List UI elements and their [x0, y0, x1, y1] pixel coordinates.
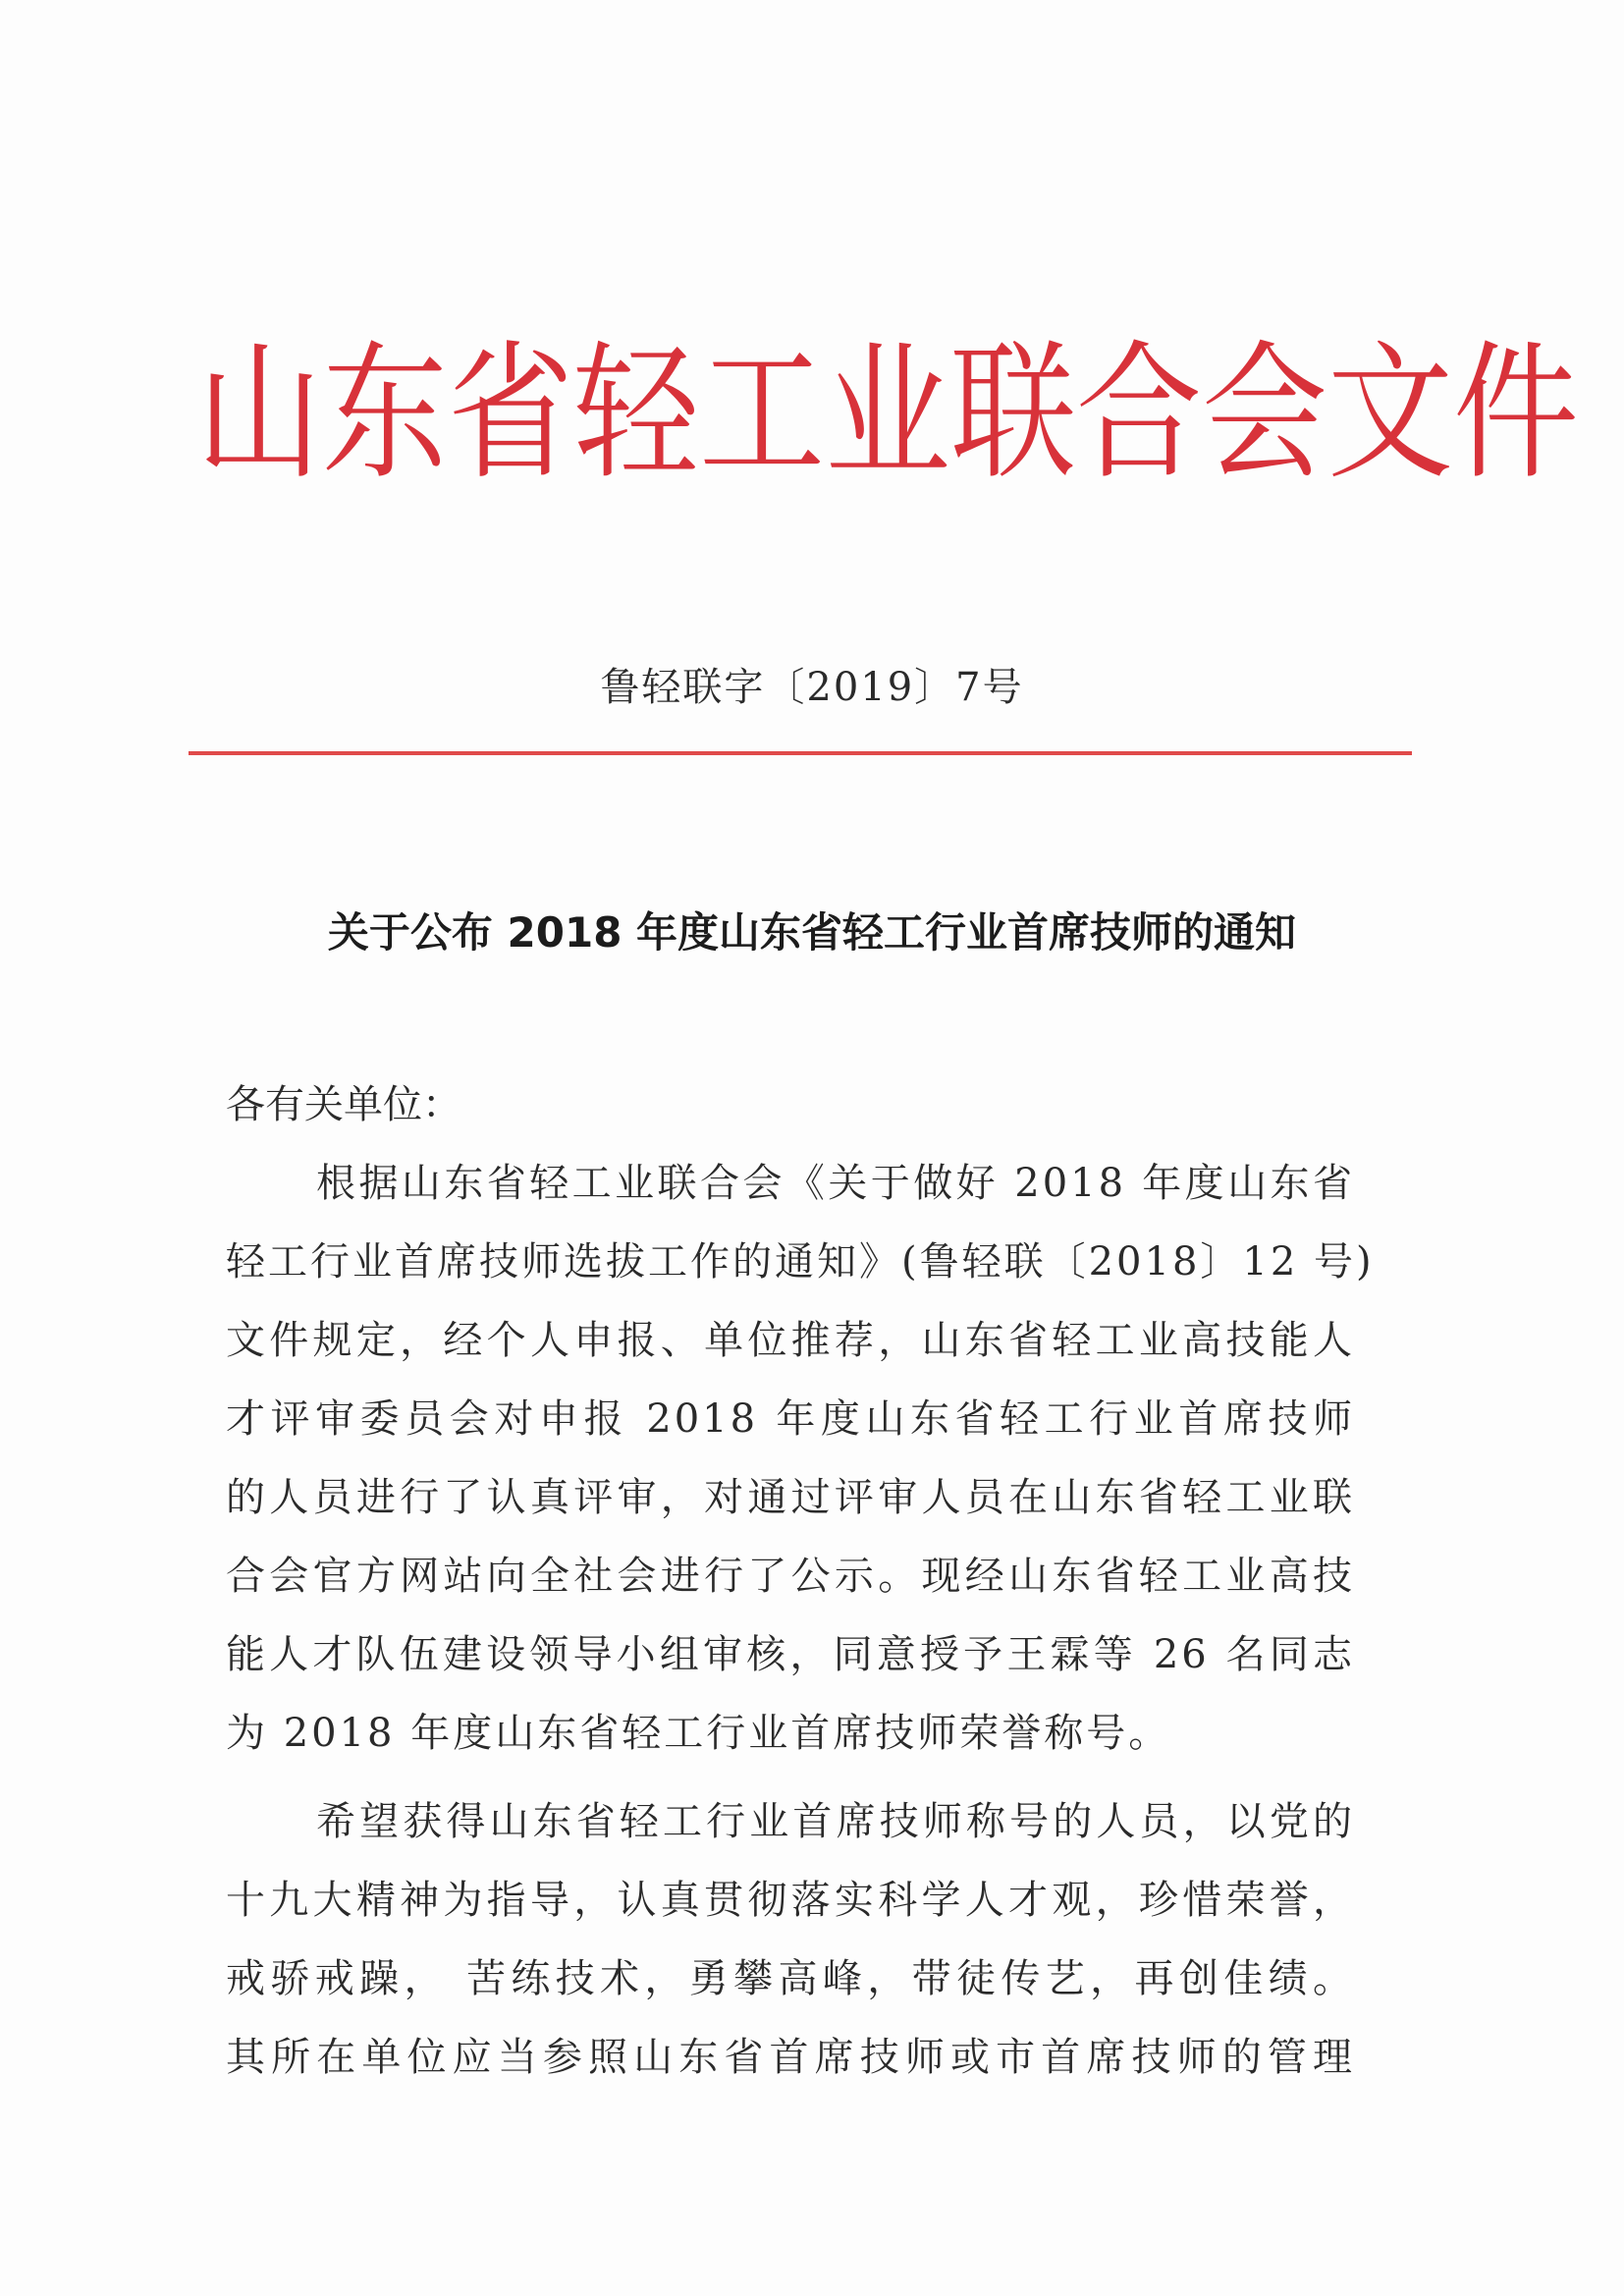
paragraph-line: 为 2018 年度山东省轻工行业首席技师荣誉称号。: [226, 1711, 1171, 1756]
masthead-title: 山东省轻工业联合会文件: [196, 327, 1580, 501]
paragraph-line: 合会官方网站向全社会进行了公示。现经山东省轻工业高技: [226, 1554, 1355, 1599]
paragraph-line: 十九大精神为指导，认真贯彻落实科学人才观，珍惜荣誉，: [226, 1878, 1355, 1923]
body-paragraph-2: [226, 1782, 1355, 2097]
paragraph-line: 戒骄戒躁， 苦练技术，勇攀高峰，带徒传艺，再创佳绩。: [226, 1956, 1355, 2001]
paragraph-line: 才评审委员会对申报 2018 年度山东省轻工行业首席技师: [226, 1396, 1355, 1442]
paragraph-line: 轻工行业首席技师选拔工作的通知》(鲁轻联〔2018〕12 号): [226, 1239, 1375, 1285]
body-paragraph-1: [226, 1144, 1375, 1773]
paragraph-line: 的人员进行了认真评审，对通过评审人员在山东省轻工业联: [226, 1475, 1355, 1520]
paragraph-line: 根据山东省轻工业联合会《关于做好 2018 年度山东省: [316, 1161, 1355, 1206]
paragraph-line: 文件规定，经个人申报、单位推荐，山东省轻工业高技能人: [226, 1318, 1355, 1363]
salutation: 各有关单位：: [226, 1082, 461, 1127]
paragraph-line: 能人才队伍建设领导小组审核，同意授予王霖等 26 名同志: [226, 1632, 1355, 1677]
notice-title: 关于公布 2018 年度山东省轻工行业首席技师的通知: [327, 908, 1297, 957]
paragraph-line: 其所在单位应当参照山东省首席技师或市首席技师的管理: [226, 2035, 1355, 2080]
document-number: 鲁轻联字〔2019〕7号: [600, 665, 1024, 710]
red-divider-rule: [189, 751, 1412, 755]
paragraph-line: 希望获得山东省轻工行业首席技师称号的人员，以党的: [316, 1799, 1355, 1844]
